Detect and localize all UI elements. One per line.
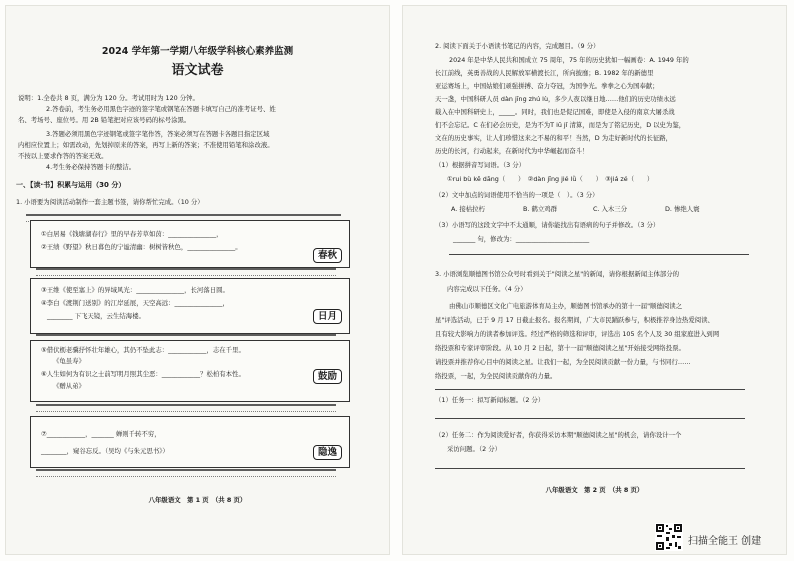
passage-line-1: 2024 年是中华人民共和国成立 75 周年，75 年的历史犹如一幅画卷：A. 1949 年的: [449, 56, 689, 64]
bookmark-tag-encourage: 鼓励: [313, 369, 342, 384]
bookmark-reclusion: [30, 416, 350, 468]
sub-question-1: （1）根据拼音写词语。（3 分）: [435, 161, 526, 169]
bookmark-tag-spring-autumn: 春秋: [313, 248, 342, 263]
passage-line-8: 历史的长河，行动起来，在新时代为中华崛起而奋斗！: [435, 147, 589, 155]
revision-blank: _______ 句，修改为：_______________________: [453, 235, 590, 243]
blank-line-5: ⑤借伏枥老骥抒怀壮年雄心，其仍不坠此志：____________，志在千里。: [41, 346, 245, 354]
question-1: 1. 小语要为阅读活动制作一套主题书签，请你帮忙完成。（10 分）: [16, 198, 204, 206]
qr-code-icon: [655, 523, 683, 551]
instruction-4: 4.考生务必保持答题卡的整洁。: [46, 163, 136, 171]
blank-line-3: ③王维《使至塞上》的异域风光：_______________，长河落日圆。: [41, 286, 229, 294]
sub-question-3: （3）小语写的这段文字中不太通顺，请你能找出有语病的句子并修改。（3 分）: [435, 221, 660, 229]
blank-line-2: ②王绩《野望》秋日暮色的宁谧清幽：树树皆秋色，_______________。: [41, 243, 242, 251]
blank-line-4: ④李白《渡荆门送别》的江岸延展，天空高远：_______________，: [41, 299, 229, 307]
instruction-3c: 不按以上要求作答的答案无效。: [18, 152, 108, 160]
bookmark-tag-reclusion: 隐逸: [313, 445, 342, 460]
option-c: C. 入木三分: [593, 205, 628, 213]
news-line-5: 请投票并推荐你心目中的阅读之星。让我们一起，为全民阅读贡献一份力量，与书同行……: [435, 358, 691, 366]
page-1-footer: 八年级语文 第 1 页 （共 8 页）: [148, 496, 247, 504]
option-d: D. 惨绝人寰: [665, 205, 700, 213]
task-2-cont: 采访问题。（2 分）: [447, 445, 502, 453]
passage-line-5: 载入在中国科研史上，_____。同时，我们也是促记国难，即使是入侵的南京大屠杀战: [435, 108, 675, 116]
task-1: （1）任务一：拟写新闻标题。（2 分）: [435, 396, 545, 404]
news-line-2: 星"评选活动，已于 9 月 17 日截止报名。报名期间，广大市民踊跃参与，积极推荐身边热爱阅读、: [435, 316, 714, 324]
brush-stroke: [36, 404, 336, 412]
news-line-1: 由佛山市顺德区文化广电旅游体育局主办，顺德图书馆承办的第十一届"顺德阅读之: [449, 302, 683, 310]
section-1-heading: 一、【读·书】积累与运用（30 分）: [16, 181, 126, 189]
pinyin-items: ①rui bù kě dāng（ ） ②dàn jīng jié lǜ（ ） ③jiá zé（ ）: [447, 175, 654, 183]
blank-line-8: ________，窥谷忘反。（吴均《与朱元思书》）: [41, 447, 169, 455]
instruction-2: 2.答卷前，考生务必用黑色字迹的签字笔或钢笔在答题卡填写自己的准考证号、姓: [46, 105, 276, 113]
passage-line-7: 文在的历史事实，让人们珍惜这来之不易的和平！当然，D 为走好新时代的长征路，: [435, 134, 673, 142]
instruction-3b: 内相应位置上；如需改动，先划掉原来的答案，再写上新的答案；不准使用铅笔和涂改液。: [18, 141, 274, 149]
question-3: 3. 小语浏览顺德图书馆公众号时看到关于"阅读之星"的新闻，请你根据新闻主体部分的: [435, 270, 680, 278]
sub-question-2: （2）文中加点的词语使用不恰当的一项是（ ）。（3 分）: [435, 191, 599, 199]
answer-line: [435, 418, 745, 419]
poem-source-2: 《赠从弟》: [53, 382, 85, 390]
bookmark-sun-moon: [30, 278, 350, 334]
question-3-cont: 内容完成以下任务。（4 分）: [447, 285, 527, 293]
instruction-3: 3.答题必须用黑色字迹钢笔或签字笔作答，答案必须写在答题卡各题目指定区域: [46, 130, 270, 138]
option-b: B. 鹤立鸡群: [523, 205, 558, 213]
answer-line: [435, 468, 745, 469]
blank-line-1: ①白居易《钱塘湖春行》里的早春芳草如茵：_______________，: [41, 230, 223, 238]
blank-line-7: ⑦____________，_______ 蝉则千转不穷，: [41, 430, 161, 438]
instruction-1: 说明：1.全卷共 8 页，满分为 120 分。考试用时为 120 分钟。: [18, 94, 199, 102]
passage-line-4: 天一盏，中国科研人员 dàn jīng zhú lù，多少人夜以继日地……他们的历史功绩永远: [435, 95, 676, 103]
exam-page-2: [403, 6, 786, 554]
option-a: A. 接枯拉朽: [451, 205, 485, 213]
passage-line-3: 亚运赛场上，中国姑娘们顽强拼搏、奋力夺冠，为国争光。拳拳之心为国奉献；: [435, 82, 659, 90]
news-line-6: 络投票，一起，为全民阅读贡献你的力量。: [435, 372, 557, 380]
news-line-4: 络投票和专家评审阶段。从 10 月 2 日起，第十一届"顺德阅读之星"开始接受网络投票。: [435, 344, 685, 352]
news-line-3: 且有较大影响力的读者参加评选。经过严格的筛选和评审，评选出 105 名个人及 30 组家庭进入到网: [435, 330, 720, 338]
exam-title: 2024 学年第一学期八年级学科核心素养监测: [101, 46, 294, 57]
exam-page-1: [6, 6, 389, 554]
page-2-footer: 八年级语文 第 2 页 （共 8 页）: [545, 486, 644, 494]
bookmark-encourage: [30, 340, 350, 402]
exam-subtitle: 语文试卷: [171, 63, 224, 78]
brush-stroke: [36, 469, 336, 477]
brush-stroke: [36, 268, 336, 276]
scanner-watermark: 扫描全能王 创建: [688, 536, 762, 547]
separator-line: [435, 389, 745, 390]
question-2: 2. 阅读下面关于小语读书笔记的内容，完成题目。（9 分）: [435, 42, 600, 50]
bookmark-spring-autumn: [30, 220, 350, 268]
instruction-2b: 名、考场号、座位号。用 2B 铅笔把对应该号码的标号涂黑。: [18, 116, 191, 124]
passage-line-2: 长江前线，英勇善战的人民解放军横渡长江，所向披靡；B. 1982 年的新德里: [435, 69, 654, 77]
answer-line: [449, 254, 749, 255]
poem-source-1: 《龟虽寿》: [53, 357, 85, 365]
passage-line-6: 们不会忘记。C 在们必会历史，是为不为T iū jǐ 清算，而是为了铭记历史，D 以史为鉴，: [435, 121, 686, 129]
blank-line-6: ⑥人生如何为有识之士前写明月照其尘恶：____________？松柏有本性。: [41, 370, 245, 378]
blank-line-4b: ________ 下飞天镜，云生结海楼。: [47, 312, 145, 320]
bookmark-tag-sun-moon: 日月: [313, 309, 342, 324]
task-2: （2）任务二：作为阅读爱好者，你获得采访本期"顺德阅读之星"的机会，请你设计一个: [435, 431, 682, 439]
